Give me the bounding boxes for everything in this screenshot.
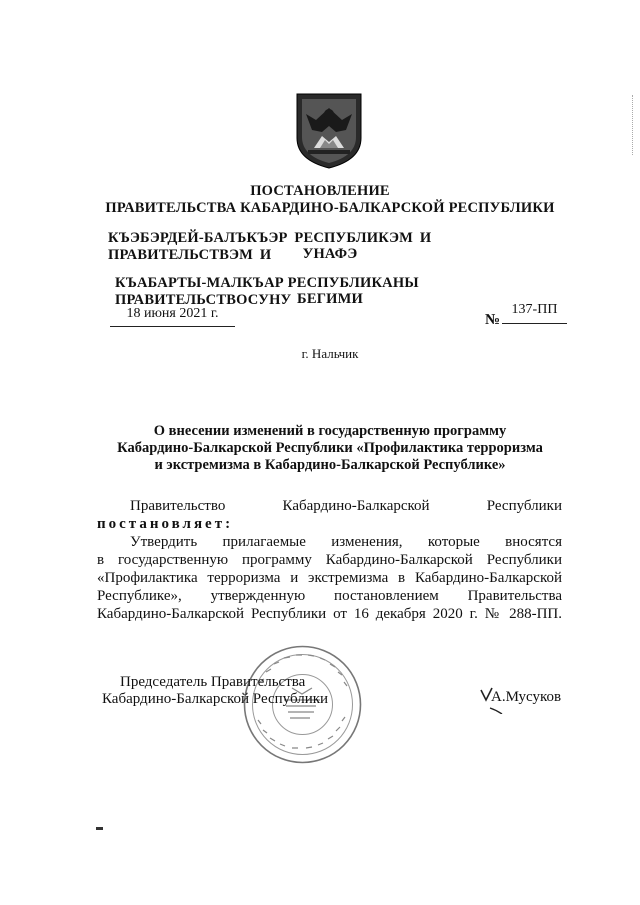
body-paragraph-2-line5: Кабардино-Балкарской Республики от 16 декабря 2020 г. № 288-ПП. [97, 606, 562, 622]
document-title-line1: О внесении изменений в государственную программу [153, 423, 507, 439]
document-date: 18 июня 2021 г. [110, 306, 235, 327]
coat-of-arms-emblem [294, 90, 364, 170]
document-number: 137-ПП [502, 302, 567, 324]
signatory-name: А.Мусуков [491, 689, 562, 705]
number-sign: № [485, 312, 501, 328]
authority-kbd-heading-line1: КЪЭБЭРДЕЙ-БАЛЪКЪЭР РЕСПУБЛИКЭМ И ПРАВИТЕЛЬСТВЭМ И [108, 230, 432, 263]
authority-ru-heading: ПРАВИТЕЛЬСТВА КАБАРДИНО-БАЛКАРСКОЙ РЕСПУБЛИКИ [105, 200, 555, 216]
body-paragraph-1-line1 [130, 497, 562, 516]
emblem-icon [294, 90, 364, 170]
body-paragraph-2-line4: Республике», утвержденную постановлением Правительства [97, 588, 562, 604]
document-title-line3: и экстремизма в Кабардино-Балкарской Республике» [154, 457, 506, 473]
body-word-kbr: Кабардино-Балкарской [282, 498, 430, 514]
body-paragraph-2-line1: Утвердить прилагаемые изменения, которые вносятся [130, 534, 562, 550]
body-word-republic: Республики [486, 498, 562, 514]
city: г. Нальчик [301, 346, 359, 361]
authority-krc-heading-line2: БЕГИМИ [297, 291, 363, 307]
body-paragraph-2-line3: «Профилактика терроризма и экстремизма в Кабардино-Балкарской [97, 570, 562, 586]
authority-kbd-heading-line2: УНАФЭ [302, 246, 358, 262]
signatory-position-line1: Председатель Правительства [120, 674, 306, 690]
document-title-line2: Кабардино-Балкарской Республики «Профилактика терроризма [117, 440, 543, 456]
body-resolves: постановляет: [97, 516, 234, 532]
body-paragraph-2-line2: в государственную программу Кабардино-Балкарской Республики [97, 552, 562, 568]
scan-edge-marks [632, 95, 635, 155]
page-mark [96, 827, 103, 830]
doc-type-heading: ПОСТАНОВЛЕНИЕ [250, 183, 390, 199]
authority-krc-heading-line1: КЪАБАРТЫ-МАЛКЪАР РЕСПУБЛИКАНЫ ПРАВИТЕЛЬСТВОСУНУ [115, 275, 419, 308]
signatory-position-line2: Кабардино-Балкарской Республики [102, 691, 329, 707]
body-word-government: Правительство [130, 498, 226, 514]
